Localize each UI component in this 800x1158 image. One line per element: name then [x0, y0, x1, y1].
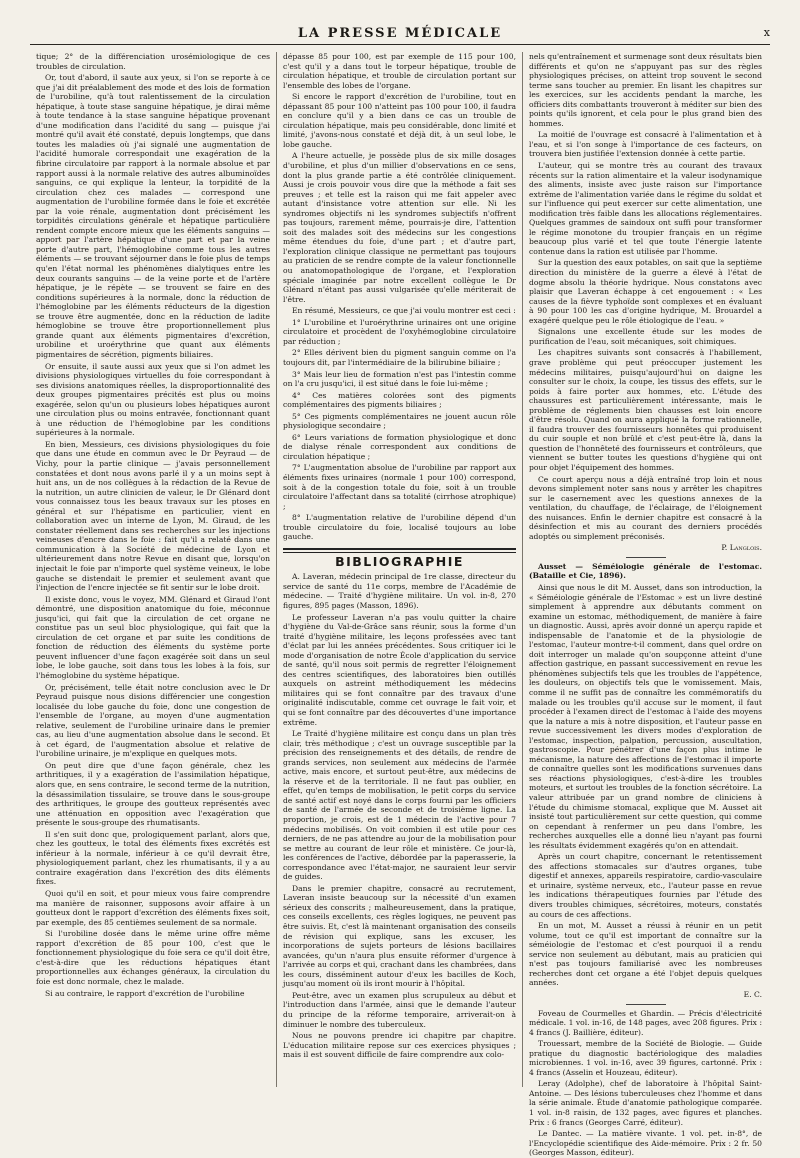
paragraph: La moitié de l'ouvrage est consacré à l'alimentation et à l'eau, et si l'on songe à l'importance de ces facteurs, on trouvera bien justifiée l'extension donnée à cette partie.: [529, 130, 762, 159]
conclusion-item: 3° Mais leur lieu de formation n'est pas l'intestin comme on l'a cru jusqu'ici, il est situé dans le foie lui-même ;: [283, 369, 516, 389]
page-number: x: [763, 26, 770, 39]
book-notice: Le Dantec. — La matière vivante. 1 vol. pet. in-8°, de l'Encyclopédie scientifique des Aide-mémoire. Prix : 2 fr. 50 (Georges Masson, éditeur).: [529, 1129, 762, 1158]
paragraph: Ainsi que nous le dit M. Ausset, dans son introduction, la « Séméiologie générale de l'Estomac » est un livre destiné simplement à apprendre aux débutants comment on examine un estomac, méthodiquement, de manière à faire un diagnostic. Aussi, après avoir donné un aperçu rapide et indispensable de l'anatomie et de la physiologie de l'estomac, l'auteur montre-t-il comment, dans quel ordre on doit interroger un malade qu'on soupçonne atteint d'une affection gastrique, en passant successivement en revue les phénomènes subjectifs tels que les troubles de l'appétence, les douleurs, on objectifs tels que le vomissement. Mais, comme il ne suffit pas de connaître les commémoratifs du malade ou les troubles qu'il accuse sur le moment, il faut procéder à l'examen direct de l'estomac à l'aide des moyens que la nature a mis à notre disposition, et l'auteur passe en revue successivement les divers modes d'exploration de l'estomac, inspection, palpation, percussion, auscultation, gastroscopie. Pour pénétrer d'une façon plus intime le mécanisme, la nature des affections de l'estomac il importe de connaître quelles sont les modifications survenues dans ses réactions physiologiques, c'est-à-dire les troubles moteurs, et surtout les troubles de la fonction sécrétoire. La valeur attribuée par un grand nombre de cliniciens à l'étude du chimisme stomacal, explique que M. Ausset ait insisté tout particulièrement sur cette question, qui comme on cependant à renfermer un peu dans l'ombre, les recherches auxquelles elle a donné lieu n'ayant pas fourni les résultats évidemment exagérés qu'on en attendait.: [529, 582, 762, 850]
review-entry: A. Laveran, médecin principal de 1re classe, directeur du service de santé du 11e corps, membre de l'Académie de médecine. — Traité d'hygiène militaire. Un vol. in-8, 270 figures, 895 pages (Masson, 1896).: [283, 572, 516, 610]
paragraph: Les chapitres suivants sont consacrés à l'habillement, grave problème qui peut préoccuper justement les médecins militaires, puisqu'aujourd'hui on daigne les consulter sur le choix, la coupe, les tissus des effets, sur le poids à faire porter aux hommes, etc. L'étude des chaussures est particulièrement intéressante, mais le problème de réglements bien chausses est loin encore d'être résolu. Quand on aura appliqué la forme rationnelle, il faudra trouver des fournisseurs honnêtes qui produisent du cuir souple et non brûlé et c'est peut-être là, dans la question de l'honnêteté des fournisseurs et contrôleurs, que viennent se butter toutes les questions d'hygiène qui ont pour objet l'équipement des hommes.: [529, 348, 762, 472]
book-notice: Trouessart, membre de la Société de Biologie. — Guide pratique du diagnostic bactériologique des maladies microbiennes. 1 vol. in-16, avec 39 figures, cartonné. Prix : 4 francs (Asselin et Houzeau, éditeur).: [529, 1039, 762, 1077]
column-1: [30, 52, 276, 1087]
paragraph: Dans le premier chapitre, consacré au recrutement, Laveran insiste beaucoup sur la nécessité d'un examen sérieux des conscrits ; malheureusement, dans la pratique, ces conseils excellents, ces règles logiques, ne peuvent pas être suivis. Et, c'est là maintenant organisation des conseils de révision qui explique, sans les excuser, les incorporations de sujets porteurs de lésions bacillaires avancées, qu'un n'aura plus ensuite réformer d'urgence à l'arrivée au corps et qui, crachant dans les chambrées, dans les cours, disséminent autour d'eux les bacilles de Koch, jusqu'au moment où ils iront mourir à l'hôpital.: [283, 883, 516, 989]
divider: [626, 1004, 666, 1005]
column-2: [276, 52, 522, 1087]
journal-title: LA PRESSE MÉDICALE: [297, 26, 503, 41]
paragraph: Si l'urobiline dosée dans le même urine offre même rapport d'excrétion de 85 pour 100, c'est que le fonctionnement physiologique du foie sera ce qu'il doit être, c'est-à-dire que les réductions hépatiques étant proportionnelles aux échanges généraux, la circulation du foie est donc normale, chez le malade.: [36, 929, 270, 986]
book-notice: Foveau de Courmelles et Ghardin. — Précis d'électricité médicale. 1 vol. in-16, de 148 pages, avec 208 figures. Prix : 4 francs (J. Baillière, éditeur).: [529, 1008, 762, 1037]
paragraph: dépasse 85 pour 100, est par exemple de 115 pour 100, c'est qu'il y a dans tout le torpeur hépatique, trouble de circulation hépatique, et trouble de circulation portant sur l'ensemble des lobes de l'organe.: [283, 52, 516, 90]
column-3: [522, 52, 768, 1158]
paragraph: Or, tout d'abord, il saute aux yeux, si l'on se reporte à ce que j'ai dit préalablement des mode et des lois de formation de l'urobiline, qu'à tout ralentissement de la circulation hépatique, à toute stase sanguine hépatique, je dirai même à toute tendance à la stase sanguine hépatique provenant d'une modification dans l'acidité du sang — puisque j'ai montré qu'il avait été constaté, depuis longtemps, que dans toutes les maladies où j'ai signalé une augmentation de l'acidité humorale correspondait une exagération de la fibrine circulatoire par rapport à la normale absolue et par rapport aussi à la normale relative des autres albuminoïdes sanguins, ce qui explique la lenteur, la torpidité de la circulation chez ces malades — correspond une augmentation de l'urobiline formée dans le foie et excrétée par la voie rénale, augmentation dont précisément les torpidités circulations générale et hépatique particulière rendent compte encore mieux que les éléments sanguins — apport par l'artère hépatique d'une part et par la veine porte d'autre part, l'hémoglobine comme tous les autres éléments — se trouvant séjourner dans le foie plus de temps qu'en l'état normal les phénomènes dialytiques entre les deux courants sanguins — de la veine porte et de l'artère hépatique, je le répète — se trouvent se faire en des conditions supérieures à la normale, donc la réduction de l'hémoglobine par les éléments réducteurs de la digestion se trouve être augmentée, donc en la réduction de ladite hémoglobine se trouve être proportionnellement plus grande quant aux éléments pigmentaires d'excrétion, urobiline et uroérythrine que quant aux éléments pigmentaires de sécrétion, pigments biliaires.: [36, 73, 270, 359]
paragraph: En un mot, M. Ausset a réussi à réunir en un petit volume, tout ce qu'il est important de connaître sur la séméiologie de l'estomac et c'est pourquoi il a rendu service non seulement au débutant, mais au praticien qui n'est pas toujours familiarisé avec les nombreuses recherches dont cet organe a été l'objet depuis quelques années.: [529, 921, 762, 988]
paragraph: Il s'en suit donc que, prologiquement parlant, alors que, chez les goutteux, le total des éléments fixes excrétés est inférieur à la normale, inférieur à ce qu'il devrait être, physiologiquement parlant, chez les rhumatisants, il y a au contraire exagération dans l'excrétion des dits éléments fixes.: [36, 829, 270, 887]
paragraph: Or, précisément, telle était notre conclusion avec le Dr Peyraud puisque nous disions différencier une congestion localisée du lobe gauche du foie, donc une congestion de l'ensemble de l'organe, au moyen d'une augmentation relative, seulement de l'urobiline urinaire dans le premier cas, au lieu d'une augmentation absolue dans le second. Et à cet égard, de l'augmentation absolue et relative de l'urobiline urinaire, je m'explique en quelques mots.: [36, 682, 270, 759]
paragraph: A l'heure actuelle, je possède plus de six mille dosages d'urobiline, et plus d'un millier d'observations en ce sens, dont la plus grande partie a été contrôlée cliniquement. Aussi je crois pouvoir vous dire que la méthode a fait ses preuves ; et telle est la raison qui me fait appeler avec autant d'insistance votre attention sur elle. Ni les syndromes objectifs ni les syndromes subjectifs n'offrent pas toujours, rarement même, pourrais-je dire, l'attention soit des malades soit des médecins sur les congestions même étendues du foie, d'une part ; et d'autre part, l'exploration clinique classique ne permettant pas toujours au praticien de se rendre compte de la valeur fonctionnelle ou anatomopathologique de l'organe, et l'exploration spéciale imaginée par notre excellent collègue le Dr Glénard n'étant pas aussi vulgarisée qu'elle mériterait de l'être.: [283, 151, 516, 304]
conclusion-item: 5° Ces pigments complémentaires ne jouent aucun rôle physiologique secondaire ;: [283, 411, 516, 431]
conclusion-item: 6° Leurs variations de formation physiologique et donc de dialyse rénale correspondent aux conditions de circulation hépatique ;: [283, 432, 516, 461]
conclusion-item: 2° Elles dérivent bien du pigment sanguin comme on l'a toujours dit, par l'intermédiaire de la bilirubine biliaire ;: [283, 348, 516, 367]
text-columns: [30, 52, 770, 1158]
paragraph: nels qu'entraînement et surmenage sont deux résultats bien différents et qu'on ne s'appuyant pas sur des règles physiologiques précises, on atteint trop souvent le second terme sans toucher au premier. En lisant les chapitres sur les exercices, sur les accidents pendant la marche, les officiers dits combattants trouveront à méditer sur bien des points qu'ils ignorent, et cela pour le plus grand bien des hommes.: [529, 52, 762, 128]
paragraph: Nous ne pouvons prendre ici chapitre par chapitre. L'éducation militaire repose sur ces exercices physiques ; mais il est souvent difficile de faire comprendre aux colo-: [283, 1031, 516, 1060]
paragraph: Le Traité d'hygiène militaire est conçu dans un plan très clair, très méthodique ; c'est un ouvrage susceptible par la précision des renseignements et des détails, de rendre de grands services, non seulement aux médecins de l'armée active, mais encore, et surtout peut-être, aux médecins de la réserve et de la territoriale. Il ne faut pas oublier, en effet, qu'en temps de mobilisation, le petit corps du service de santé actif est noyé dans le corps fourni par les officiers de santé de l'armée de seconde et de troisième ligne. La proportion, je crois, est de 1 médecin de l'active pour 7 médecins mobilisés. On voit combien il est utile pour ces derniers, de ne pas attendre au jour de la mobilisation pour se mettre au courant de leur rôle et ministère. Ce jour-là, les conférences de l'active, débordée par la paperasserie, la correspondance avec l'état-major, ne sauraient leur servir de guides.: [283, 729, 516, 882]
page-header: [30, 24, 770, 45]
paragraph: Après un court chapitre, concernant le retentissement des affections stomacales sur d'autres organes, tube digestif et annexes, appareils respiratoire, cardio-vasculaire et urinaire, système nerveux, etc., l'auteur passe en revue les indications thérapeutiques fournies par l'étude des divers troubles chimiques, sécrétoires, moteurs, constatés au cours de ces affections.: [529, 852, 762, 919]
conclusion-item: 4° Ces matières colorées sont des pigments complémentaires des pigments biliaires ;: [283, 390, 516, 410]
paragraph: Signalons une excellente étude sur les modes de purification de l'eau, soit mécaniques, soit chimiques.: [529, 327, 762, 346]
paragraph: Peut-être, avec un examen plus scrupuleux au début et l'introduction dans l'armée, ainsi que le demande l'auteur du principe de la réforme temporaire, arriverait-on à diminuer le nombre des tuberculeux.: [283, 990, 516, 1029]
conclusion-item: 1° L'urobiline et l'uroérythrine urinaires ont une origine circulatoire et procèdent de l'oxyhémoglobine circulatoire par réduction ;: [283, 317, 516, 346]
conclusion-item: 7° L'augmentation absolue de l'urobiline par rapport aux éléments fixes urinaires (normale 1 pour 100) correspond, soit à de la congestion totale du foie, soit à un trouble circulatoire l'affectant dans sa totalité (cirrhose atrophique) ;: [283, 463, 516, 511]
review-entry: Ausset — Séméiologie générale de l'estomac. (Bataille et Cie, 1896).: [529, 561, 762, 581]
paragraph: Il existe donc, vous le voyez, MM. Glénard et Giraud l'ont démontré, une disposition anatomique du foie, méconnue jusqu'ici, qui fait que la circulation de cet organe ne constitue pas un seul bloc physiologique, qui fait que la circulation de cet organe et par suite les conditions de fonction de réduction des éléments du système porte peuvent influencer d'une façon exagérée soit dans un seul lobe, le lobe gauche, soit dans tous les lobes à la fois, sur l'hémoglobine du système hépatique.: [36, 594, 270, 680]
section-divider: [283, 548, 516, 553]
divider: [626, 557, 666, 558]
paragraph: tique; 2° de la différenciation urosémiologique de ces troubles de circulation.: [36, 52, 270, 71]
paragraph: L'auteur, qui se montre très au courant des travaux récents sur la ration alimentaire et la valeur isodynamique des aliments, insiste avec juste raison sur l'importance extrême de l'alimentation variée dans le régime du soldat et sur l'influence qui peut exercer sur cette alimentation, une modification très faible dans les allocations réglementaires. Quelques grammes de saindoux ont suffi pour transformer le régime monotone du troupier français en un régime beaucoup plus varié et tel que toute l'énergie latente contenue dans la ration est utilisée par l'homme.: [529, 161, 762, 256]
book-notice: Leray (Adolphe), chef de laboratoire à l'hôpital Saint-Antoine. — Des lésions tuberculeuses chez l'homme et dans la série animale. Étude d'anatomie pathologique comparée. 1 vol. in-8 raisin, de 132 pages, avec figures et planches. Prix : 6 francs (Georges Carré, éditeur).: [529, 1079, 762, 1127]
paragraph: Sur la question des eaux potables, on sait que la septième direction du ministère de la guerre a élevé à l'état de dogme absolu la théorie hydrique. Nous constatons avec plaisir que Laveran échappe à cet engouement : « Les causes de la fièvre typhoïde sont complexes et en évaluant à 90 pour 100 les cas d'origine hydrique, M. Brouardel a exagéré quelque peu le rôle étiologique de l'eau. »: [529, 258, 762, 325]
conclusion-item: 8° L'augmentation relative de l'urobiline dépend d'un trouble circulatoire du foie, localisé toujours au lobe gauche.: [283, 513, 516, 542]
paragraph: Ce court aperçu nous a déjà entraîné trop loin et nous devons simplement noter sans nous y arrêter les chapitres sur le casernement avec les questions annexes de la ventilation, du chauffage, de l'éclairage, de l'éloignement des nuisances. Enfin le dernier chapitre est consacré à la désinfection et mis au courant des derniers procédés adoptés ou simplement préconisés.: [529, 474, 762, 541]
review-signature: E. C.: [743, 989, 762, 999]
paragraph: Si au contraire, le rapport d'excrétion de l'urobiline: [45, 988, 245, 998]
paragraph: On peut dire que d'une façon générale, chez les arthritiques, il y a exagération de l'assimilation hépatique, alors que, en sens contraire, le second terme de la nutrition, la désassimilation tissulaire, se trouve dans le sous-groupe des arthritiques, le groupe des goutteux représentés avec une atténuation en opposition avec l'exagération que présente le sous-groupe des rhumatisants.: [36, 760, 270, 828]
paragraph: Si encore le rapport d'excrétion de l'urobiline, tout en dépassant 85 pour 100 n'atteint pas 100 pour 100, il faudra en conclure qu'il y a bien dans ce cas un trouble de circulation hépatique, mais peu considérable, donc limité et limité, j'avons-nous constaté et déjà dit, à un seul lobe, le lobe gauche.: [283, 92, 516, 149]
bibliography-heading: BIBLIOGRAPHIE: [335, 553, 464, 569]
paragraph: Or ensuite, il saute aussi aux yeux que si l'on admet les divisions physiologiques virtuelles du foie correspondant à ses divisions anatomiques réelles, la disproportionnalité des deux groupes pigmentaires précités est plus ou moins exagérée, selon qu'un ou plusieurs lobes hépatiques auront une circulation plus ou moins entravée, fonctionnant quant à une réduction de l'hémoglobine par les conditions supérieures à la normale.: [36, 361, 270, 438]
paragraph: En résumé, Messieurs, ce que j'ai voulu montrer est ceci :: [292, 306, 516, 316]
review-signature: P. Langlois.: [721, 543, 762, 553]
paragraph: En bien, Messieurs, ces divisions physiologiques du foie que dans une étude en commun avec le Dr Peyraud — de Vichy, pour la partie clinique — j'avais personnellement constatées et dont nous avons parlé il y a un moins sept à huit ans, un de nos collègues à la rédaction de la Revue de la nutrition, un autre clinicien de valeur, le Dr Glénard dont vous connaissez tous les beaux travaux sur les ptoses en général et sur l'hépatisme en particulier, vient en collaboration avec un interne de Lyon, M. Giraud, de les constater réellement dans ses recherches sur les injections veineuses d'encre dans le foie : fait qu'il a relaté dans une communication à la Société de médecine de Lyon et ultérieurement dans notre Revue en disant que, lorsqu'on injectait le foie par n'importe quel système veineux, le lobe gauche se distendait le premier et seulement avant que l'injection de l'encre injectée se fit sentir sur le lobe droit.: [36, 439, 270, 593]
paragraph: Le professeur Laveran n'a pas voulu quitter la chaire d'hygiène du Val-de-Grâce sans réunir, sous la forme d'un traité d'hygiène militaire, les leçons professées avec tant d'éclat par lui les années précédentes. Sous critiquer ici le mode d'organisation de notre École d'application du service de santé, qu'il nous soit permis de regretter l'éloignement des centres scientifiques, des laboratoires bien outillés auxquels on astreint méthodiquement les médecins militaires qui se font connaître par des travaux d'une originalité indiscutable, comme cet ouvrage le fait voir, et qui se font connaître par des découvertes d'une importance extrême.: [283, 612, 516, 727]
paragraph: Quoi qu'il en soit, et pour mieux vous faire comprendre ma manière de raisonner, supposons avoir affaire à un goutteux dont le rapport d'excrétion des éléments fixes soit, par exemple, des 85 centièmes seulement de sa normale.: [36, 889, 270, 927]
